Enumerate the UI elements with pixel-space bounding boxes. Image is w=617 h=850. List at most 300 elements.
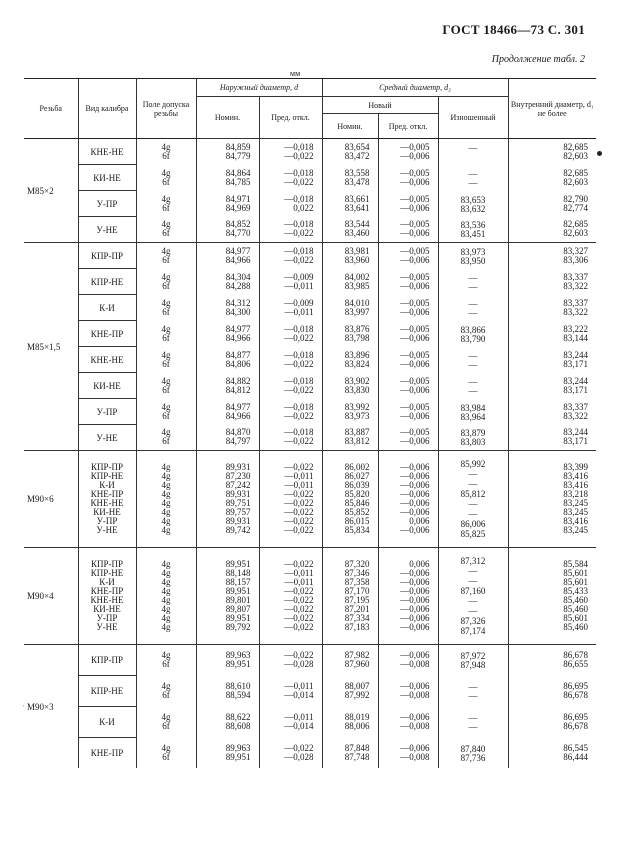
tolerance-cell	[136, 321, 196, 347]
d2-deviation-cell	[378, 165, 438, 191]
table.groups.1.rows.1.tol-value: 6f	[162, 280, 170, 291]
table-row	[24, 217, 596, 243]
table.groups.0.rows.2.d_dev-value: 0,022	[293, 202, 314, 213]
table.groups.0.rows.3.tol-value: 4g	[161, 219, 171, 230]
table.groups.1.rows.0.d2_nom-value: 83,960	[344, 254, 370, 265]
table.groups.1.rows.5.d1-value: 83,171	[563, 384, 589, 395]
d-nominal-cell-value: 89,951	[225, 613, 251, 623]
gauge-cell: КПР-НЕ	[78, 269, 136, 295]
d1-cell	[508, 707, 596, 738]
worn-cell	[438, 191, 508, 217]
table.groups.0.rows.2.d_dev-value: —0,018	[284, 193, 314, 204]
gauge-cell: КИ-НЕ	[78, 165, 136, 191]
table.groups.0.rows.3.tol-value: 6f	[162, 228, 170, 239]
table.groups.1.rows.2.d2_nom-value: 83,997	[344, 306, 370, 317]
d-deviation-cell	[259, 269, 322, 295]
table.groups.1.rows.1.d2_dev-value: —0,006	[400, 280, 430, 291]
table.groups.4.rows.3.worn-value: 87,736	[460, 752, 486, 763]
d-deviation-cell-value: —0,011	[284, 471, 314, 481]
d-deviation-cell-value: —0,022	[284, 604, 314, 614]
tolerance-cell	[136, 707, 196, 738]
gauge-cell-value: У-НЕ	[96, 622, 118, 632]
table.groups.1.rows.5.tol-value: 6f	[162, 384, 170, 395]
d2-deviation-cell-value: 0,006	[409, 559, 430, 569]
d1-cell-value: 85,460	[563, 622, 589, 632]
table.groups.1.rows.3.d2_dev-value: —0,006	[400, 332, 430, 343]
d-deviation-cell	[259, 676, 322, 707]
tolerance-cell	[136, 243, 196, 269]
d2-nominal-cell-value: 87,346	[344, 568, 370, 578]
d-nominal-cell-value: 88,148	[225, 568, 251, 578]
table.groups.0.rows.1.d1-value: 82,685	[563, 167, 589, 178]
worn-cell-value: —	[468, 566, 478, 576]
table.groups.0.rows.0.worn-value: —	[468, 142, 478, 153]
tolerance-cell-value: 4g	[161, 471, 171, 481]
tolerance-cell-value: 4g	[161, 507, 171, 517]
worn-cell-value: 85,812	[460, 489, 486, 499]
tolerance-cell-value: 4g	[161, 525, 171, 535]
table.groups.0.rows.0.d2_dev-value: —0,006	[400, 150, 430, 161]
worn-cell-value: 87,312	[460, 556, 486, 566]
d1-cell	[508, 191, 596, 217]
thread-label: М90×3	[24, 645, 78, 769]
worn-cell	[438, 165, 508, 191]
table.groups.1.rows.6.tol-value: 6f	[162, 410, 170, 421]
d-nominal-cell	[196, 548, 259, 645]
worn-cell	[438, 243, 508, 269]
table.groups.1.rows.2.d1-value: 83,322	[563, 306, 589, 317]
table.groups.1.rows.4.worn-value: —	[468, 359, 478, 370]
tolerance-cell	[136, 738, 196, 769]
d-deviation-cell-value: —0,022	[284, 586, 314, 596]
table.groups.1.rows.5.d2_nom-value: 83,830	[344, 384, 370, 395]
gauge-cell-value: У-ПР	[96, 613, 118, 623]
d1-cell-value: 83,245	[563, 498, 589, 508]
table.groups.4.rows.1.d2_dev-value: —0,008	[400, 690, 430, 700]
tolerance-cell	[136, 139, 196, 165]
gauge-cell: У-НЕ	[78, 217, 136, 243]
gauge-cell: КНЕ-ПР	[78, 321, 136, 347]
d2-deviation-cell	[378, 295, 438, 321]
worn-cell-value: 85,992	[460, 459, 486, 469]
table.groups.1.rows.2.d1-value: 83,337	[563, 297, 589, 308]
table-row	[24, 676, 596, 707]
table.groups.4.rows.0.tol-value: 4g	[161, 650, 171, 661]
table.groups.4.rows.0.d2_nom-value: 87,982	[344, 650, 370, 661]
table-row	[24, 269, 596, 295]
table.groups.0.rows.0.d2_dev-value: —0,005	[400, 141, 430, 152]
table.groups.1.rows.5.d2_dev-value: —0,005	[400, 375, 430, 386]
gauge-cell: К-И	[78, 295, 136, 321]
table.groups.1.rows.6.d_nom-value: 84,977	[225, 401, 251, 412]
table.groups.1.rows.0.worn-value: 83,973	[460, 246, 486, 257]
table.groups.4.rows.3.d1-value: 86,545	[563, 742, 589, 753]
worn-cell-value: 87,326	[460, 616, 486, 626]
d2-deviation-cell-value: —0,006	[400, 568, 430, 578]
table.groups.4.rows.2.worn-value: —	[468, 722, 478, 732]
table-row	[24, 399, 596, 425]
d-nominal-cell-value: 89,757	[225, 507, 251, 517]
table.groups.4.rows.2.d2_dev-value: —0,006	[400, 712, 430, 722]
worn-cell-value: —	[468, 479, 478, 489]
table.groups.0.rows.2.worn-value: 83,653	[460, 194, 486, 205]
table-row	[24, 139, 596, 165]
d2-nominal-cell-value: 87,170	[344, 586, 370, 596]
table.groups.4.rows.3.d_dev-value: —0,028	[284, 751, 314, 762]
table.groups.1.rows.7.worn-value: 83,803	[460, 437, 486, 448]
d-nominal-cell	[196, 217, 259, 243]
table.groups.4.rows.1.tol-value: 6f	[162, 690, 170, 700]
table-row	[24, 451, 596, 548]
table.groups.0.rows.0.tol-value: 6f	[162, 150, 170, 161]
table.groups.1.rows.4.d_nom-value: 84,806	[225, 358, 251, 369]
table.groups.0.rows.1.d_dev-value: —0,018	[284, 167, 314, 178]
table.groups.4.rows.0.worn-value: 87,972	[460, 651, 486, 662]
table.groups.1.rows.0.tol-value: 4g	[161, 245, 171, 256]
d2-nominal-cell	[322, 165, 378, 191]
d2-nominal-cell	[322, 451, 378, 548]
table.groups.1.rows.3.d_dev-value: —0,022	[284, 332, 314, 343]
table.groups.1.rows.4.d2_dev-value: —0,006	[400, 358, 430, 369]
table.groups.1.rows.1.d_nom-value: 84,288	[225, 280, 251, 291]
worn-cell	[438, 707, 508, 738]
col-outer-diameter: Наружный диаметр, d	[196, 79, 322, 97]
d1-cell	[508, 321, 596, 347]
table.groups.4.rows.1.d_nom-value: 88,594	[225, 690, 251, 700]
table.groups.1.rows.7.d2_dev-value: —0,006	[400, 436, 430, 447]
table.groups.1.rows.6.worn-value: 83,964	[460, 411, 486, 422]
d1-cell-value: 83,416	[563, 480, 589, 490]
table.groups.0.rows.2.d_nom-value: 84,971	[225, 193, 251, 204]
d1-cell-value: 83,399	[563, 462, 589, 472]
d1-cell-value: 83,245	[563, 507, 589, 517]
d1-cell-value: 85,433	[563, 586, 589, 596]
table.groups.0.rows.3.d2_nom-value: 83,460	[344, 228, 370, 239]
d2-nominal-cell-value: 87,195	[344, 595, 370, 605]
d-nominal-cell-value: 87,242	[225, 480, 251, 490]
table.groups.0.rows.1.tol-value: 4g	[161, 167, 171, 178]
d-deviation-cell-value: —0,022	[284, 507, 314, 517]
d-nominal-cell	[196, 295, 259, 321]
d2-deviation-cell	[378, 347, 438, 373]
col-d2-nominal: Номин.	[322, 114, 378, 139]
worn-cell	[438, 451, 508, 548]
d2-deviation-cell-value: —0,006	[400, 595, 430, 605]
table.groups.4.rows.2.worn-value: —	[468, 713, 478, 723]
d-deviation-cell-value: —0,022	[284, 498, 314, 508]
table.groups.1.rows.7.d2_nom-value: 83,812	[344, 436, 370, 447]
table.groups.0.rows.3.d_dev-value: —0,018	[284, 219, 314, 230]
worn-cell	[438, 548, 508, 645]
table.groups.1.rows.2.worn-value: —	[468, 307, 478, 318]
table.groups.1.rows.0.d1-value: 83,306	[563, 254, 589, 265]
table.groups.0.rows.2.worn-value: 83,632	[460, 203, 486, 214]
continuation-note: Продолжение табл. 2	[491, 54, 585, 65]
table.groups.0.rows.1.d1-value: 82,603	[563, 176, 589, 187]
table-row	[24, 243, 596, 269]
margin-tick: ˊ	[22, 704, 25, 713]
d-deviation-cell-value: —0,022	[284, 462, 314, 472]
d2-deviation-cell-value: —0,006	[400, 577, 430, 587]
table.groups.0.rows.3.d_dev-value: —0,022	[284, 228, 314, 239]
d2-deviation-cell-value: —0,006	[400, 507, 430, 517]
worn-cell	[438, 676, 508, 707]
worn-cell-value: —	[468, 596, 478, 606]
d-deviation-cell-value: —0,022	[284, 489, 314, 499]
table.groups.1.rows.7.d2_nom-value: 83,887	[344, 427, 370, 438]
col-worn: Изношенный	[438, 97, 508, 139]
gauge-cell: КПР-ПР	[78, 645, 136, 676]
table.groups.0.rows.1.d_dev-value: —0,022	[284, 176, 314, 187]
d2-deviation-cell-value: —0,006	[400, 525, 430, 535]
d-nominal-cell-value: 89,951	[225, 586, 251, 596]
d2-deviation-cell	[378, 217, 438, 243]
table.groups.1.rows.5.d2_nom-value: 83,902	[344, 375, 370, 386]
d2-deviation-cell-value: 0,006	[409, 516, 430, 526]
table.groups.1.rows.4.worn-value: —	[468, 350, 478, 361]
d2-nominal-cell-value: 85,852	[344, 507, 370, 517]
d2-nominal-cell	[322, 425, 378, 451]
gauge-cell: КНЕ-НЕ	[78, 347, 136, 373]
d1-cell-value: 83,218	[563, 489, 589, 499]
table.groups.1.rows.4.d_nom-value: 84,877	[225, 349, 251, 360]
d-deviation-cell	[259, 243, 322, 269]
d2-nominal-cell-value: 86,015	[344, 516, 370, 526]
table.groups.0.rows.0.d_nom-value: 84,779	[225, 150, 251, 161]
d2-deviation-cell	[378, 321, 438, 347]
table-row	[24, 165, 596, 191]
col-inner-diameter: Внутренний диаметр, d₁ не более	[508, 79, 596, 139]
d-nominal-cell	[196, 139, 259, 165]
table.groups.0.rows.2.d2_dev-value: —0,005	[400, 193, 430, 204]
table-row	[24, 548, 596, 645]
table-row	[24, 191, 596, 217]
d-deviation-cell-value: —0,011	[284, 568, 314, 578]
table.groups.4.rows.0.d2_dev-value: —0,008	[400, 659, 430, 670]
worn-cell-value: 87,160	[460, 586, 486, 596]
table.groups.1.rows.5.d_dev-value: —0,022	[284, 384, 314, 395]
d1-cell	[508, 676, 596, 707]
table.groups.1.rows.1.d2_nom-value: 83,985	[344, 280, 370, 291]
gauge-cell: КНЕ-ПР	[78, 738, 136, 769]
table.groups.1.rows.3.d_dev-value: —0,018	[284, 323, 314, 334]
table.groups.4.rows.3.tol-value: 6f	[162, 751, 170, 762]
table.groups.4.rows.2.d_dev-value: —0,011	[284, 712, 314, 722]
gauge-cell-value: К-И	[99, 480, 115, 490]
table.groups.4.rows.2.d2_nom-value: 88,019	[344, 712, 370, 722]
d-nominal-cell-value: 88,157	[225, 577, 251, 587]
col-d-nominal: Номин.	[196, 97, 259, 139]
d2-deviation-cell	[378, 399, 438, 425]
tolerance-cell	[136, 295, 196, 321]
table.groups.4.rows.2.d2_dev-value: —0,008	[400, 721, 430, 731]
table.groups.0.rows.2.d2_nom-value: 83,661	[344, 193, 370, 204]
gauge-cell-value: КНЕ-ПР	[90, 586, 124, 596]
table.groups.4.rows.3.d1-value: 86,444	[563, 751, 589, 762]
table-row	[24, 425, 596, 451]
tolerance-cell-value: 4g	[161, 498, 171, 508]
d-nominal-cell-value: 89,801	[225, 595, 251, 605]
gauge-cell-value: КПР-НЕ	[90, 568, 124, 578]
d-deviation-cell	[259, 165, 322, 191]
table.groups.0.rows.0.d_nom-value: 84,859	[225, 141, 251, 152]
d1-cell-value: 85,601	[563, 613, 589, 623]
table.groups.4.rows.3.d2_nom-value: 87,848	[344, 742, 370, 753]
table.groups.1.rows.7.d_nom-value: 84,870	[225, 427, 251, 438]
table.groups.1.rows.1.worn-value: —	[468, 272, 478, 283]
table.groups.1.rows.1.d1-value: 83,337	[563, 271, 589, 282]
table.groups.1.rows.7.tol-value: 4g	[161, 427, 171, 438]
tolerance-cell	[136, 451, 196, 548]
table.groups.4.rows.0.d_nom-value: 89,951	[225, 659, 251, 670]
table.groups.1.rows.6.d2_nom-value: 83,973	[344, 410, 370, 421]
table.groups.0.rows.1.d_nom-value: 84,864	[225, 167, 251, 178]
table-row	[24, 645, 596, 676]
table.groups.1.rows.7.d_dev-value: —0,018	[284, 427, 314, 438]
table.groups.1.rows.2.tol-value: 6f	[162, 306, 170, 317]
margin-dot	[597, 151, 602, 156]
table.groups.1.rows.2.d_dev-value: —0,011	[284, 306, 314, 317]
d-deviation-cell-value: —0,022	[284, 613, 314, 623]
gauge-cell: У-ПР	[78, 191, 136, 217]
d-deviation-cell-value: —0,022	[284, 525, 314, 535]
col-d2-deviation: Пред. откл.	[378, 114, 438, 139]
d-nominal-cell-value: 89,742	[225, 525, 251, 535]
tolerance-cell-value: 4g	[161, 489, 171, 499]
table.groups.1.rows.3.d2_dev-value: —0,005	[400, 323, 430, 334]
tolerance-cell-value: 4g	[161, 577, 171, 587]
table.groups.4.rows.1.d2_nom-value: 88,007	[344, 681, 370, 691]
table.groups.1.rows.2.d2_dev-value: —0,005	[400, 297, 430, 308]
table.groups.0.rows.3.d_nom-value: 84,852	[225, 219, 251, 230]
table.groups.1.rows.0.d_dev-value: —0,022	[284, 254, 314, 265]
d2-nominal-cell	[322, 738, 378, 769]
table.groups.1.rows.2.d_dev-value: —0,009	[284, 297, 314, 308]
tolerance-cell	[136, 191, 196, 217]
table.groups.1.rows.4.tol-value: 4g	[161, 349, 171, 360]
table.groups.0.rows.3.d2_dev-value: —0,006	[400, 228, 430, 239]
table.groups.4.rows.2.d1-value: 86,695	[563, 712, 589, 722]
worn-cell-value: —	[468, 499, 478, 509]
table.groups.1.rows.2.worn-value: —	[468, 298, 478, 309]
tolerance-cell	[136, 645, 196, 676]
d2-nominal-cell	[322, 399, 378, 425]
worn-cell-value: —	[468, 509, 478, 519]
d1-cell	[508, 451, 596, 548]
table.groups.1.rows.7.tol-value: 6f	[162, 436, 170, 447]
table.groups.4.rows.2.d_nom-value: 88,608	[225, 721, 251, 731]
table.groups.1.rows.2.d2_dev-value: —0,006	[400, 306, 430, 317]
table.groups.1.rows.6.tol-value: 4g	[161, 401, 171, 412]
gauge-cell-value: КПР-ПР	[90, 462, 123, 472]
tolerance-cell-value: 4g	[161, 559, 171, 569]
table.groups.1.rows.0.d1-value: 83,327	[563, 245, 589, 256]
table.groups.4.rows.0.d2_nom-value: 87,960	[344, 659, 370, 670]
table.groups.0.rows.1.d2_nom-value: 83,478	[344, 176, 370, 187]
table.groups.1.rows.3.worn-value: 83,866	[460, 324, 486, 335]
d1-cell	[508, 165, 596, 191]
d-nominal-cell-value: 89,751	[225, 498, 251, 508]
table.groups.1.rows.1.d1-value: 83,322	[563, 280, 589, 291]
table.groups.4.rows.3.tol-value: 4g	[161, 742, 171, 753]
d2-deviation-cell	[378, 425, 438, 451]
table.groups.1.rows.7.worn-value: 83,879	[460, 428, 486, 439]
tolerance-cell	[136, 165, 196, 191]
worn-cell	[438, 645, 508, 676]
worn-cell	[438, 347, 508, 373]
d-deviation-cell	[259, 295, 322, 321]
table.groups.1.rows.0.d_nom-value: 84,966	[225, 254, 251, 265]
d2-nominal-cell	[322, 548, 378, 645]
table.groups.4.rows.1.d1-value: 86,678	[563, 690, 589, 700]
d-deviation-cell	[259, 738, 322, 769]
d2-nominal-cell	[322, 269, 378, 295]
d1-cell-value: 85,601	[563, 577, 589, 587]
d-nominal-cell	[196, 425, 259, 451]
col-d-deviation: Пред. откл.	[259, 97, 322, 139]
table.groups.4.rows.3.d2_nom-value: 87,748	[344, 751, 370, 762]
d1-cell-value: 85,460	[563, 595, 589, 605]
table.groups.1.rows.1.worn-value: —	[468, 281, 478, 292]
table.groups.4.rows.0.worn-value: 87,948	[460, 660, 486, 671]
table.groups.0.rows.0.d_dev-value: —0,018	[284, 141, 314, 152]
d-nominal-cell-value: 89,931	[225, 489, 251, 499]
d1-cell	[508, 269, 596, 295]
tolerance-cell-value: 4g	[161, 622, 171, 632]
table.groups.0.rows.2.tol-value: 4g	[161, 193, 171, 204]
table.groups.1.rows.3.d_nom-value: 84,977	[225, 323, 251, 334]
d2-nominal-cell-value: 85,846	[344, 498, 370, 508]
table.groups.4.rows.0.d2_dev-value: —0,006	[400, 650, 430, 661]
tolerance-cell-value: 4g	[161, 462, 171, 472]
tolerance-cell	[136, 373, 196, 399]
gauge-cell: У-ПР	[78, 399, 136, 425]
worn-cell	[438, 425, 508, 451]
gauge-cell: У-НЕ	[78, 425, 136, 451]
table.groups.4.rows.2.d_nom-value: 88,622	[225, 712, 251, 722]
d2-deviation-cell-value: —0,006	[400, 604, 430, 614]
table.groups.1.rows.4.d_dev-value: —0,018	[284, 349, 314, 360]
d2-deviation-cell	[378, 707, 438, 738]
table.groups.4.rows.2.d2_nom-value: 88,006	[344, 721, 370, 731]
table.groups.1.rows.7.d_nom-value: 84,797	[225, 436, 251, 447]
table.groups.1.rows.7.d_dev-value: —0,022	[284, 436, 314, 447]
table.groups.4.rows.1.d_dev-value: —0,014	[284, 690, 314, 700]
d-deviation-cell	[259, 399, 322, 425]
d-nominal-cell	[196, 347, 259, 373]
table.groups.4.rows.0.tol-value: 6f	[162, 659, 170, 670]
table.groups.1.rows.3.d2_nom-value: 83,876	[344, 323, 370, 334]
table-row	[24, 295, 596, 321]
worn-cell	[438, 321, 508, 347]
table.groups.4.rows.0.d1-value: 86,655	[563, 659, 589, 670]
gauge-cell: КПР-НЕ	[78, 676, 136, 707]
d-nominal-cell	[196, 321, 259, 347]
d2-nominal-cell-value: 87,320	[344, 559, 370, 569]
table.groups.0.rows.2.d2_nom-value: 83,641	[344, 202, 370, 213]
worn-cell	[438, 373, 508, 399]
tolerance-cell	[136, 548, 196, 645]
gauge-cell-value: У-ПР	[96, 516, 118, 526]
table.groups.4.rows.2.tol-value: 6f	[162, 721, 170, 731]
d2-deviation-cell	[378, 373, 438, 399]
table.groups.1.rows.2.d_nom-value: 84,312	[225, 297, 251, 308]
d1-cell	[508, 243, 596, 269]
d-deviation-cell	[259, 139, 322, 165]
worn-cell-value: —	[468, 576, 478, 586]
table.groups.1.rows.6.d2_dev-value: —0,005	[400, 401, 430, 412]
table.groups.0.rows.3.d1-value: 82,685	[563, 219, 589, 230]
